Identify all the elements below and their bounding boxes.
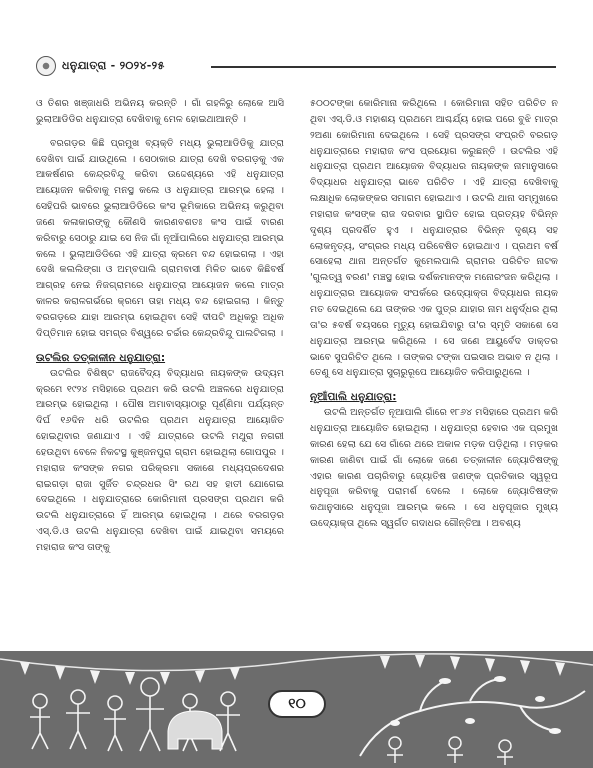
header-rule bbox=[211, 66, 556, 68]
right-paragraph-1: ୫୦୦ଟଙ୍କା କୋରିମାନା କରିଥିଲେ । କୋରିମାନା ସହିତ ପରିଚିତ ନ ଥିବା ଏସ୍.ଡି.ଓ ମହାଶୟ ପ୍ରଥମେ ଆଶ୍ଚର୍ଯ୍ୟ ହୋଇ ପରେ ବୁଝି ମାତ୍ର ୨ଅଣା କୋରିମାନା ଦେଇଥିଲେ । ସେହି ପ୍ରସଙ୍ଗ ସଂପ୍ରତି ବରଗଡ଼ ଧନୁଯାତ୍ରାରେ ମହାରାଜ କଂସ ପ୍ରୟୋଗ କରୁଛନ୍ତି । ଉଟଲିର ଏହି ଧନୁଯାତ୍ରା ପ୍ରଥମ ଆୟୋଜକ ବିଦ୍ୟାଧର ନାୟକଙ୍କ ନାମାନୁସାରେ ବିଦ୍ୟାଧର ଧନୁଯାତ୍ରା ଭାବେ ପରିଚିତ । ଏହି ଯାତ୍ରା ଦେଖିବାକୁ ଲକ୍ଷାଧିକ ଲୋକଙ୍କର ସମାଗମ ହୋଇଥାଏ । ଉଟଲି ଥାନା ସମ୍ମୁଖରେ ମହାରାଜ କଂସଙ୍କ ରାଜ ଦରବାର ସ୍ଥାପିତ ହୋଇ ପ୍ରତ୍ୟହ ବିଭିନ୍ନ ଦୃଶ୍ୟ ପ୍ରଦର୍ଶିତ ହୁଏ । ଧନୁଯାତ୍ରାର ବିଭିନ୍ନ ଦୃଶ୍ୟ ସହ ଲୋକନୃତ୍ୟ, ସଂଗ୍ରର ମଧ୍ୟ ପରିବେଷିତ ହୋଇଥାଏ । ପ୍ରଥମ ବର୍ଷ ସୋହେଲା ଥାନା ଅନ୍ତର୍ଗତ କୁମେଲପାଲି ଗ୍ରାମର ପରିଚିତ ନାଟକ 'ଗୁଲତ୍ୱ ବରଣ' ମଞ୍ଚସ୍ଥ ହୋଇ ଦର୍ଶକମାନଙ୍କ ମନୋରଂଜନ କରିଥିଲା । ଧନୁଯାତ୍ରାର ଆୟୋଜକ ସଂପର୍କରେ ଉଦ୍ୟୋକ୍ତା ବିଦ୍ୟାଧର ନାୟକ ମତ ଦେଇଥିଲେ ଯେ ତାଙ୍କର ଏକ ପୁତ୍ର ଯାହାର ନାମ ଧନୁର୍ଦ୍ଧର ଥିଲା ତା'ର ୫ବର୍ଷ ବୟସରେ ମୃତ୍ୟୁ ହୋଇଯିବାରୁ ତା'ର ସ୍ମୃତି ସକାଶେ ସେ ଧନୁଯାତ୍ରା ଆରମ୍ଭ କରିଥିଲେ । ସେ ଜଣେ ଆୟୁର୍ବେଦ ଡାକ୍ତର ଭାବେ ସୁପରିଚିତ ଥିଲେ । ତାଙ୍କର ଟଙ୍କା ପଇସାର ଅଭାବ ନ ଥିଲା । ତେଣୁ ସେ ଧନୁଯାତ୍ରା ସୁଚାରୁରୂପେ ଆୟୋଜିତ କରିପାରୁଥିଲେ । bbox=[310, 98, 558, 379]
left-paragraph-1: ଓ ତିଶର ଖଞ୍ଜାଧରି ଅଭିନୟ କରନ୍ତି । ଗାଁ ଗହଳିରୁ ଲୋକେ ଆସି ଭୁଲାଆଡିଡିର ଧନୁଯାତ୍ରା ଦେଖିବାକୁ ମେଳ ହୋଇଥାଆନ୍ତି । bbox=[36, 98, 284, 125]
left-paragraph-3: ଉଟଲିର ବିଶିଷ୍ଟ ରାଜବୈଦ୍ୟ ବିଦ୍ୟାଧର ନାୟକଙ୍କ ଉଦ୍ୟମ କ୍ରମେ ୧୯୨୪ ମସିହାରେ ପ୍ରଥମ କରି ଉଟଲି ଅଞ୍ଚଳରେ ଧନୁଯାତ୍ରା ଆରମ୍ଭ ହୋଇଥିଲା । ପୌଷ ଅମାବାସ୍ୟାଠାରୁ ପୂର୍ଣ୍ଣିମା ପର୍ଯ୍ୟନ୍ତ ଦିର୍ଘ ୧୬ଦିନ ଧରି ଉଟଲିର ପ୍ରଥମ ଧନୁଯାତ୍ରା ଆୟୋଜିତ ହୋଇଥିବାର ଜଣାଯାଏ । ଏହି ଯାତ୍ରାରେ ଉଟଲି ମଥୁରା ନଗରୀ ହେଉଥିବା ବେଳେ ନିକଟସ୍ଥ କୁଞ୍ଜନପୁରା ଗ୍ରାମ ହୋଇଥିଲା ଗୋପପୁର । ମହାରାଜ କଂସଙ୍କ ନଗର ପରିକ୍ରମା ସକାଶେ ମଧ୍ୟପ୍ରଦେଶର ରାଇଗଡ଼ା ରାଜା ସୁର୍ଜିତ ଚନ୍ଦ୍ରଧର ସିଂ ରଥ ସହ ହାତୀ ଯୋଗେଇ ଦେଇଥିଲେ । ଧନୁଯାତ୍ରାରେ କୋରିମାନୀ ପ୍ରସଙ୍ଗ ପ୍ରଥମ କରି ଉଟଲି ଧନୁଯାତ୍ରାରେ ହିଁ ଆରମ୍ଭ ହୋଇଥିଲା । ଥରେ ବରଗଡ଼ର ଏସ୍.ଡି.ଓ ଉଟଲି ଧନୁଯାତ୍ରା ଦେଖିବା ପାଇଁ ଯାଇଥିବା ସମୟରେ ମହାରାଜ କଂସ ତାଙ୍କୁ bbox=[36, 367, 284, 553]
section-heading-nuapali-text: ନୂଆଁପାଲି ଧନୁଯାତ୍ରା: bbox=[310, 391, 397, 404]
emblem-icon bbox=[36, 56, 56, 76]
page-number: ୧୦ bbox=[268, 690, 326, 718]
section-heading-nuapali bbox=[310, 389, 558, 405]
page-header bbox=[36, 56, 556, 78]
section-heading-utali bbox=[36, 350, 284, 366]
header-title: ଧନୁଯାତ୍ରା - ୨୦୨୪-୨୫ bbox=[62, 59, 165, 72]
right-paragraph-2: ଉଟଲି ଅନ୍ତର୍ଗତ ନୂଆପାଲି ଗାଁରେ ୧୮୬୪ ମସିହାରେ ପ୍ରଥମ କରି ଧନୁଯାତ୍ରା ଆୟୋଜିତ ହୋଇଥିଲା । ଧନୁଯାତ୍ରା ହେବାର ଏକ ପ୍ରମୁଖ କାରଣ ହେଲା ଯେ ସେ ଗାଁରେ ଥରେ ଅକାଳ ମଡ଼କ ପଡ଼ିଥିଲା । ମଡ଼କର କାରଣ ଜାଣିବା ପାଇଁ ଗାଁ ଲୋକେ ଜଣେ ତତ୍କାଳୀନ ଜ୍ୟୋତିଷଙ୍କୁ ଏହାର କାରଣ ପଚାରିବାରୁ ଜ୍ୟୋତିଷ ଜଣଙ୍କ ପ୍ରତିକାର ସ୍ୱରୂପ ଧନୁପୂଜା କରିବାକୁ ପରାମର୍ଶ ଦେଲେ । ଲୋକେ ଜ୍ୟୋତିଷଙ୍କ କଥାନୁସାରେ ଧନୁପୂଜା ଆରମ୍ଭ କଲେ । ସେ ଧନୁପୂଜାର ମୁଖ୍ୟ ଉଦ୍ୟୋକ୍ତା ଥିଲେ ସ୍ୱର୍ଗତ ଗଦାଧର ଗୌନ୍ତିଆ । ଅବଶ୍ୟ bbox=[310, 407, 558, 530]
right-column bbox=[310, 96, 558, 532]
left-column bbox=[36, 96, 284, 556]
footer-band bbox=[0, 651, 593, 768]
section-heading-utali-text: ଉଟଲିର ତତ୍କାଳୀନ ଧନୁଯାତ୍ରା: bbox=[36, 351, 166, 364]
left-paragraph-2: ବରଗଡ଼ର କିଛି ପ୍ରମୁଖ ବ୍ୟକ୍ତି ମଧ୍ୟ ଭୁଲାଆଡିଡିକୁ ଯାତ୍ରା ଦେଖିବା ପାଇଁ ଯାଉଥିଲେ । ସେଠାକାର ଯାତ୍ରା ଦେଖି ବରଗଡ଼କୁ ଏକ ଆକର୍ଷଣର କେନ୍ଦ୍ରବିନ୍ଦୁ କରିବା ଉଦ୍ଦେଶ୍ୟରେ ଏହି ଧନୁଯାତ୍ରା ଆୟୋଜନ କରିବାକୁ ମନସ୍ଥ କଲେ ଓ ଧନୁଯାତ୍ରା ଆରମ୍ଭ ହେଲା । ସେହିପରି ଭାବରେ ଭୁଲାଆଡିଡିରେ କଂସ ଭୂମିକାରେ ଅଭିନୟ କରୁଥିବା ଜଣେ କଳାକାରଙ୍କୁ କୌଣସି କାରଣବଶତଃ କଂସ ପାଇଁ ବାରଣ କରିବାରୁ ସେଠାରୁ ଯାଇ ସେ ନିଜ ଗାଁ ନୂଆଁପାଲିରେ ଧନୁଯାତ୍ରା ଆରମ୍ଭ କଲେ । ଭୁଲାଆଡିଡିରେ ଏହି ଯାତ୍ରା କ୍ରମେ ବନ୍ଦ ହୋଇଗଲା । ଏହା ଦେଖି କଲଲିଙ୍ଗା ଓ ଅମ୍ବପାଲି ଗ୍ରାମବାସୀ ମିଳିତ ଭାବେ କିଛିବର୍ଷ ଆଗ୍ରହ ନେଇ ନିଜଗ୍ରାମରେ ଧନୁଯାତ୍ରା ଆୟୋଜନ କଲେ ମାତ୍ର କାଳର କରାଳଗର୍ଭରେ କ୍ରମେ ତାହା ମଧ୍ୟ ବନ୍ଦ ହୋଇଗଲା । କିନ୍ତୁ ବରଗଡ଼ରେ ଯାହା ଆରମ୍ଭ ହୋଇଥିବା ସେହି ଦୀପଟି ଅଧିକରୁ ଅଧିକ ଦିପ୍ତିମାନ ହୋଇ ସମଗ୍ର ବିଶ୍ୱରେ ଚର୍ଚ୍ଚାର କେନ୍ଦ୍ରବିନ୍ଦୁ ପାଲଟିଗଲା । bbox=[36, 137, 284, 339]
